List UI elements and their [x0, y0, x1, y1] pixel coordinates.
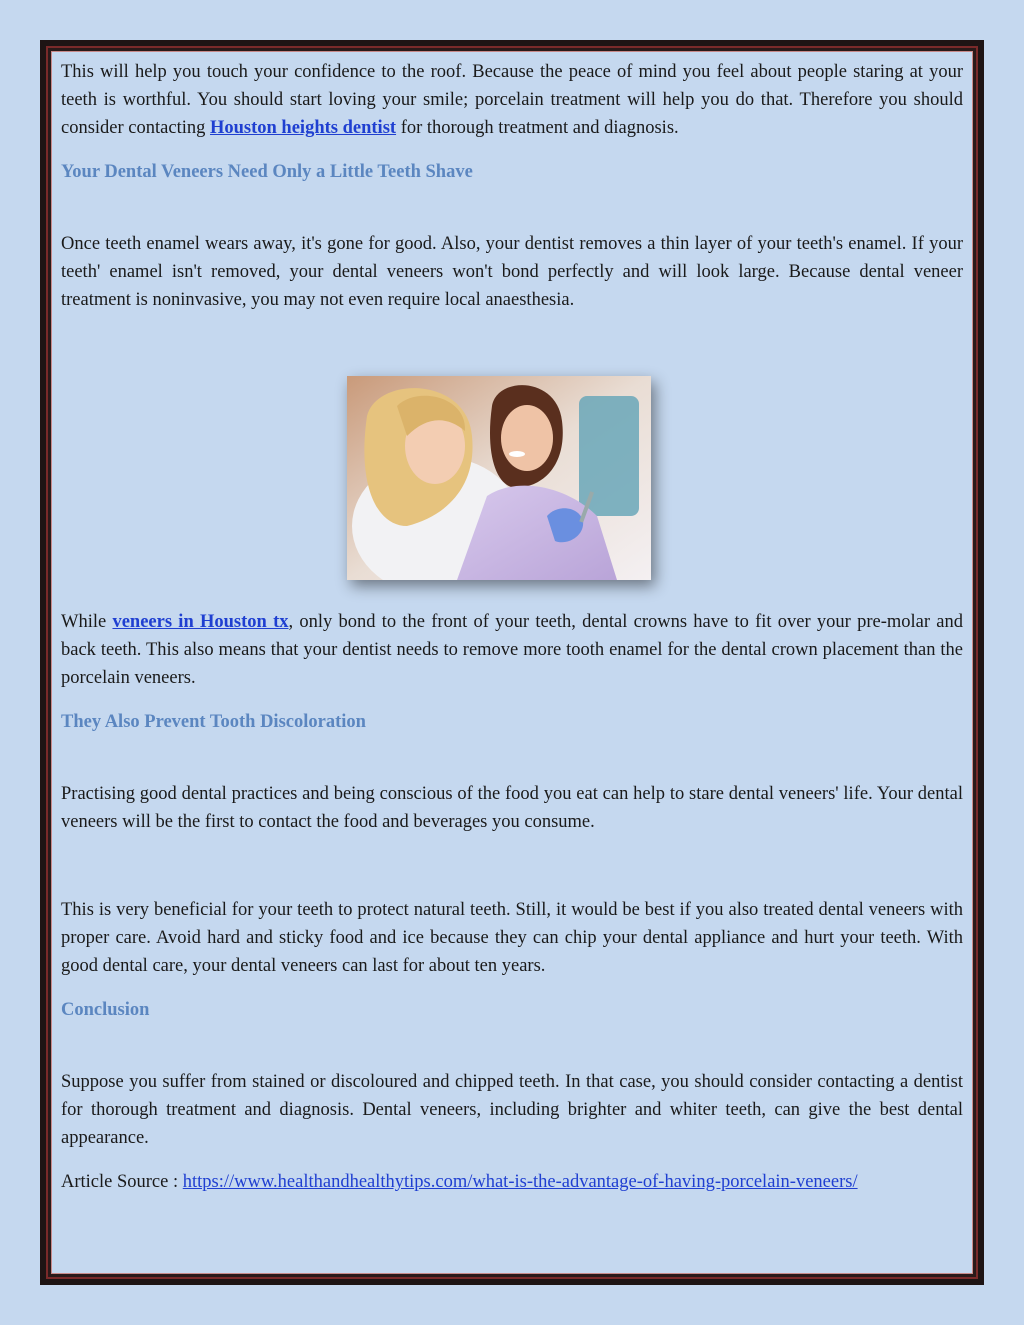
conclusion-paragraph: Suppose you suffer from stained or discoloured and chipped teeth. In that case, you should consider contacting a dentist for thorough treatment and diagnosis. Dental veneers, including brighter and whiter teeth, can give the best dental appearance.: [61, 1072, 963, 1148]
practices-paragraph: Practising good dental practices and being conscious of the food you eat can help to stare dental veneers' life. Your dental veneers will be the first to contact the food and beverages you consume.: [61, 784, 963, 832]
section-heading-conclusion: Conclusion: [61, 1000, 150, 1020]
section-heading-teeth-shave: Your Dental Veneers Need Only a Little Teeth Shave: [61, 162, 473, 182]
intro-paragraph: This will help you touch your confidence to the roof. Because the peace of mind you feel about people staring at your teeth is worthful. You should start loving your smile; porcelain treatment will help you do that. Therefore you should consider contacting Houston heights dentist for thorough treatment and diagnosis.: [61, 62, 963, 138]
crowns-paragraph: While veneers in Houston tx, only bond to the front of your teeth, dental crowns have to fit over your pre-molar and back teeth. This also means that your dentist needs to remove more tooth enamel for the dental crown placement than the porcelain veneers.: [61, 612, 964, 688]
section-heading-discoloration: They Also Prevent Tooth Discoloration: [61, 712, 366, 732]
article-body: [61, 58, 963, 1196]
veneers-houston-link[interactable]: veneers in Houston tx: [112, 612, 289, 632]
article-source: Article Source : https://www.healthandhealthytips.com/what-is-the-advantage-of-having-porcelain-veneers/: [61, 1172, 858, 1192]
care-paragraph: This is very beneficial for your teeth to protect natural teeth. Still, it would be best if you also treated dental veneers with proper care. Avoid hard and sticky food and ice because they can chip your dental appliance and hurt your teeth. With good dental care, your dental veneers can last for about ten years.: [61, 900, 963, 976]
article-source-link[interactable]: https://www.healthandhealthytips.com/what-is-the-advantage-of-having-porcelain-veneers/: [182, 1172, 858, 1192]
enamel-paragraph: Once teeth enamel wears away, it's gone for good. Also, your dentist removes a thin layer of your teeth's enamel. If your teeth' enamel isn't removed, your dental veneers won't bond perfectly and will look large. Because dental veneer treatment is noninvasive, you may not even require local anaesthesia.: [61, 234, 963, 310]
dental-patient-photo: [347, 376, 651, 580]
houston-heights-dentist-link[interactable]: Houston heights dentist: [209, 118, 397, 138]
